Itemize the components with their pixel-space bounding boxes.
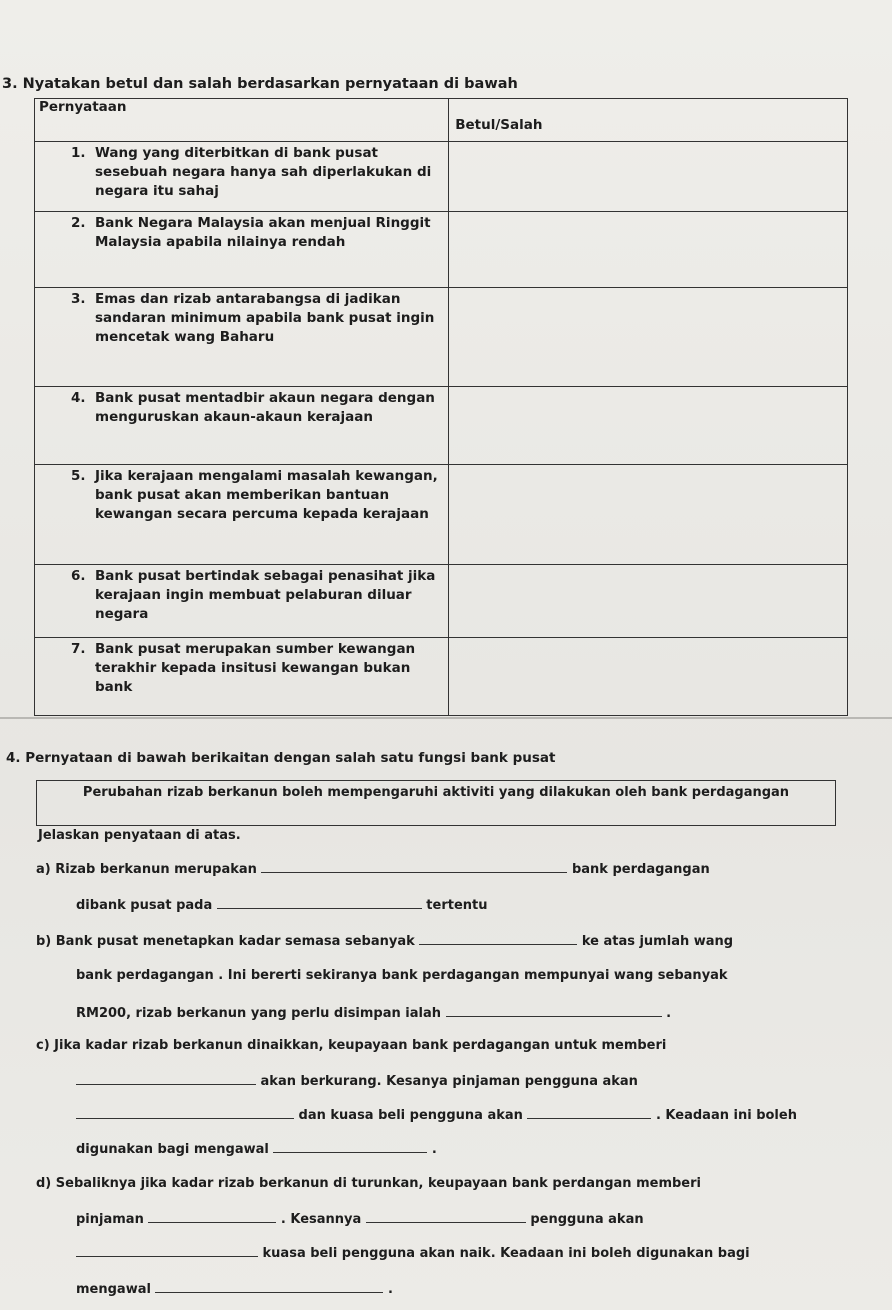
part-d-text: mengawal [76, 1282, 151, 1297]
part-a-line-2 [76, 896, 488, 913]
part-d-text: . Kesannya [280, 1212, 362, 1227]
row-statement: Emas dan rizab antarabangsa di jadikan sandaran minimum apabila bank pusat ingin mencetak wang Baharu [95, 291, 435, 345]
answer-blank[interactable] [527, 1106, 651, 1119]
answer-cell[interactable] [449, 387, 848, 465]
header-statement: Pernyataan [35, 99, 449, 142]
table-row [35, 212, 848, 288]
row-number: 3. [71, 291, 86, 307]
answer-blank[interactable] [76, 1072, 256, 1085]
part-c-text: akan berkurang. Kesanya pinjaman pengguna akan [260, 1074, 638, 1089]
page-divider [0, 717, 892, 719]
part-d-line-2 [76, 1210, 644, 1227]
row-statement: Jika kerajaan mengalami masalah kewangan, bank pusat akan memberikan bantuan kewangan secara percuma kepada kerajaan [95, 468, 438, 522]
instruction: Jelaskan penyataan di atas. [38, 828, 241, 843]
part-a-text: dibank pusat pada [76, 898, 213, 913]
row-number: 6. [71, 568, 86, 584]
answer-cell[interactable] [449, 465, 848, 565]
answer-blank[interactable] [148, 1210, 276, 1223]
answer-blank[interactable] [76, 1106, 294, 1119]
table-row [35, 565, 848, 638]
part-d-text: pinjaman [76, 1212, 144, 1227]
part-b-text: RM200, rizab berkanun yang perlu disimpan ialah [76, 1006, 442, 1021]
part-c-text: digunakan bagi mengawal [76, 1142, 269, 1157]
row-statement: Bank Negara Malaysia akan menjual Ringgit Malaysia apabila nilainya rendah [95, 215, 431, 250]
row-statement: Bank pusat mentadbir akaun negara dengan menguruskan akaun-akaun kerajaan [95, 390, 435, 425]
answer-cell[interactable] [449, 288, 848, 387]
part-c-text: . [431, 1142, 437, 1157]
part-b-text: . [666, 1006, 672, 1021]
part-b-text: b) Bank pusat menetapkan kadar semasa sebanyak [36, 934, 415, 949]
row-statement: Bank pusat merupakan sumber kewangan terakhir kepada insitusi kewangan bukan bank [95, 641, 416, 695]
table-row [35, 465, 848, 565]
part-a-line-1 [36, 860, 710, 877]
part-a-text: a) Rizab berkanun merupakan [36, 862, 257, 877]
answer-blank[interactable] [366, 1210, 526, 1223]
part-c-line-3 [76, 1106, 797, 1123]
table-header-row [35, 99, 848, 142]
row-number: 2. [71, 215, 86, 231]
true-false-table [34, 98, 848, 716]
answer-blank[interactable] [261, 860, 567, 873]
question-3-title: 3. Nyatakan betul dan salah berdasarkan pernyataan di bawah [2, 76, 518, 92]
part-d-line-3 [76, 1244, 750, 1261]
answer-cell[interactable] [449, 638, 848, 716]
table-row [35, 288, 848, 387]
row-number: 4. [71, 390, 86, 406]
header-answer: Betul/Salah [449, 99, 848, 142]
row-number: 5. [71, 468, 86, 484]
part-d-line-4 [76, 1280, 393, 1297]
part-d-line-1: d) Sebaliknya jika kadar rizab berkanun di turunkan, keupayaan bank perdangan memberi [36, 1176, 701, 1191]
part-b-line-3 [76, 1004, 671, 1021]
question-4-title: 4. Pernyataan di bawah berikaitan dengan salah satu fungsi bank pusat [6, 750, 556, 766]
answer-blank[interactable] [273, 1140, 427, 1153]
part-c-text: . Keadaan ini boleh [655, 1108, 797, 1123]
answer-blank[interactable] [446, 1004, 662, 1017]
part-c-text: dan kuasa beli pengguna akan [298, 1108, 523, 1123]
part-a-text: tertentu [426, 898, 488, 913]
answer-cell[interactable] [449, 142, 848, 212]
part-b-line-2: bank perdagangan . Ini bererti sekiranya bank perdagangan mempunyai wang sebanyak [76, 968, 728, 983]
part-c-line-2 [76, 1072, 638, 1089]
table-row [35, 387, 848, 465]
answer-blank[interactable] [76, 1244, 258, 1257]
answer-blank[interactable] [217, 896, 422, 909]
statement-box: Perubahan rizab berkanun boleh mempengaruhi aktiviti yang dilakukan oleh bank perdagangan [36, 780, 836, 826]
row-statement: Wang yang diterbitkan di bank pusat sesebuah negara hanya sah diperlakukan di negara itu sahaj [95, 145, 432, 199]
part-d-text: pengguna akan [530, 1212, 644, 1227]
answer-blank[interactable] [155, 1280, 383, 1293]
part-b-text: ke atas jumlah wang [581, 934, 734, 949]
table-row [35, 142, 848, 212]
table-row [35, 638, 848, 716]
row-number: 1. [71, 145, 86, 161]
row-statement: Bank pusat bertindak sebagai penasihat jika kerajaan ingin membuat pelaburan diluar negara [95, 568, 436, 622]
part-b-line-1 [36, 932, 733, 949]
row-number: 7. [71, 641, 86, 657]
answer-cell[interactable] [449, 212, 848, 288]
part-d-text: kuasa beli pengguna akan naik. Keadaan ini boleh digunakan bagi [262, 1246, 750, 1261]
answer-blank[interactable] [419, 932, 577, 945]
part-d-text: . [388, 1282, 393, 1297]
part-c-line-4 [76, 1140, 437, 1157]
answer-cell[interactable] [449, 565, 848, 638]
part-c-line-1: c) Jika kadar rizab berkanun dinaikkan, keupayaan bank perdagangan untuk memberi [36, 1038, 667, 1053]
part-a-text: bank perdagangan [571, 862, 710, 877]
